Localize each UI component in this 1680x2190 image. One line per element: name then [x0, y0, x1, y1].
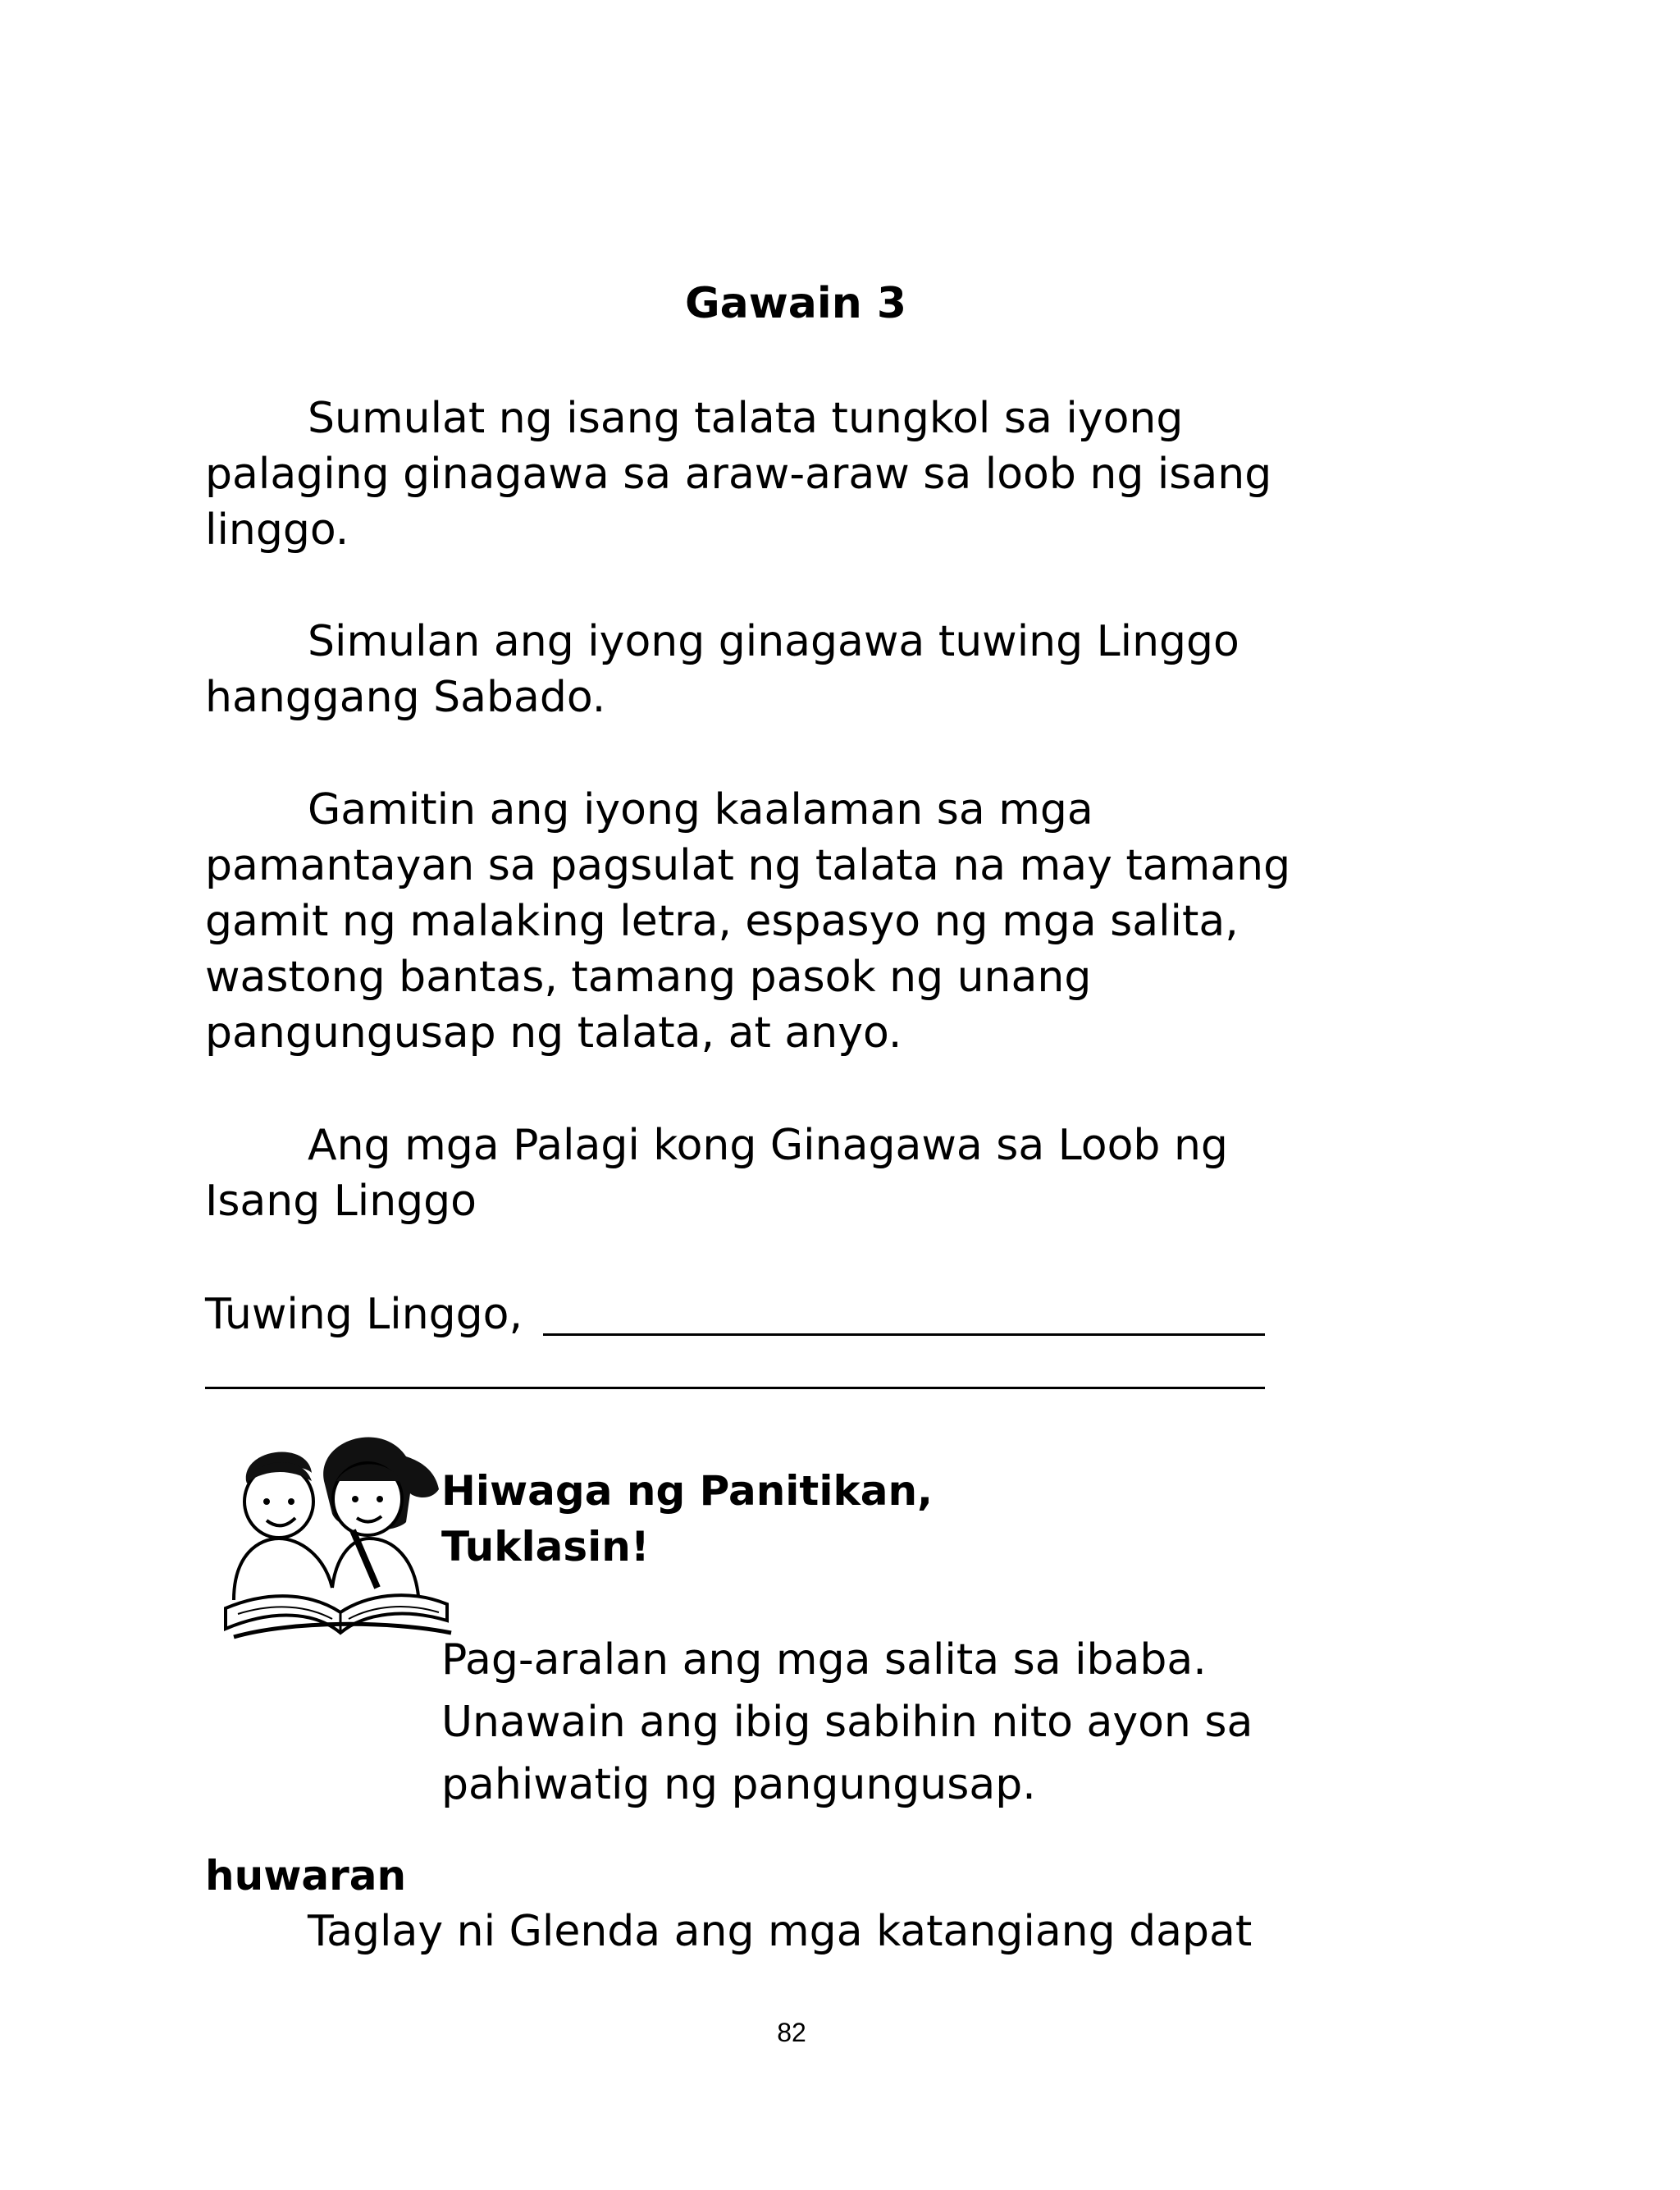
- text-line: Ang mga Palagi kong Ginagawa sa Loob ng: [308, 1121, 1228, 1170]
- vocabulary-example-sentence: Taglay ni Glenda ang mga katangiang dapat: [308, 1907, 1253, 1956]
- children-reading-icon: [209, 1424, 463, 1645]
- answer-blank-line[interactable]: [543, 1333, 1265, 1336]
- text-line: pangungusap ng talata, at anyo.: [205, 1008, 902, 1058]
- paragraph-instructions-2: [205, 614, 1419, 725]
- paragraph-instructions-1: [205, 391, 1419, 558]
- section-instructions: [441, 1629, 1253, 1816]
- text-line: linggo.: [205, 505, 349, 555]
- vocabulary-word: huwaran: [205, 1852, 407, 1900]
- section-title-line: Tuklasin!: [441, 1523, 650, 1570]
- text-line: Isang Linggo: [205, 1177, 477, 1226]
- section-title: [441, 1463, 933, 1575]
- fill-in-label: Tuwing Linggo,: [205, 1290, 523, 1339]
- section-title-line: Hiwaga ng Panitikan,: [441, 1467, 934, 1515]
- text-line: Pag-aralan ang mga salita sa ibaba.: [441, 1635, 1207, 1685]
- text-line: pahiwatig ng pangungusap.: [441, 1760, 1036, 1809]
- paragraph-instructions-3: [205, 782, 1419, 1061]
- paragraph-essay-title: [205, 1118, 1419, 1229]
- text-line: Sumulat ng isang talata tungkol sa iyong: [308, 394, 1184, 443]
- text-line: Unawain ang ibig sabihin nito ayon sa: [441, 1698, 1253, 1747]
- page-number: 82: [777, 2018, 806, 2047]
- activity-heading: Gawain 3: [684, 279, 907, 328]
- text-line: Gamitin ang iyong kaalaman sa mga: [308, 785, 1093, 834]
- text-line: gamit ng malaking letra, espasyo ng mga salita,: [205, 897, 1239, 946]
- answer-blank-line[interactable]: [205, 1387, 1265, 1389]
- text-line: Simulan ang iyong ginagawa tuwing Linggo: [308, 617, 1239, 666]
- text-line: hanggang Sabado.: [205, 673, 606, 722]
- text-line: wastong bantas, tamang pasok ng unang: [205, 953, 1092, 1002]
- text-line: palaging ginagawa sa araw-araw sa loob ng isang: [205, 450, 1272, 499]
- text-line: pamantayan sa pagsulat ng talata na may tamang: [205, 841, 1291, 890]
